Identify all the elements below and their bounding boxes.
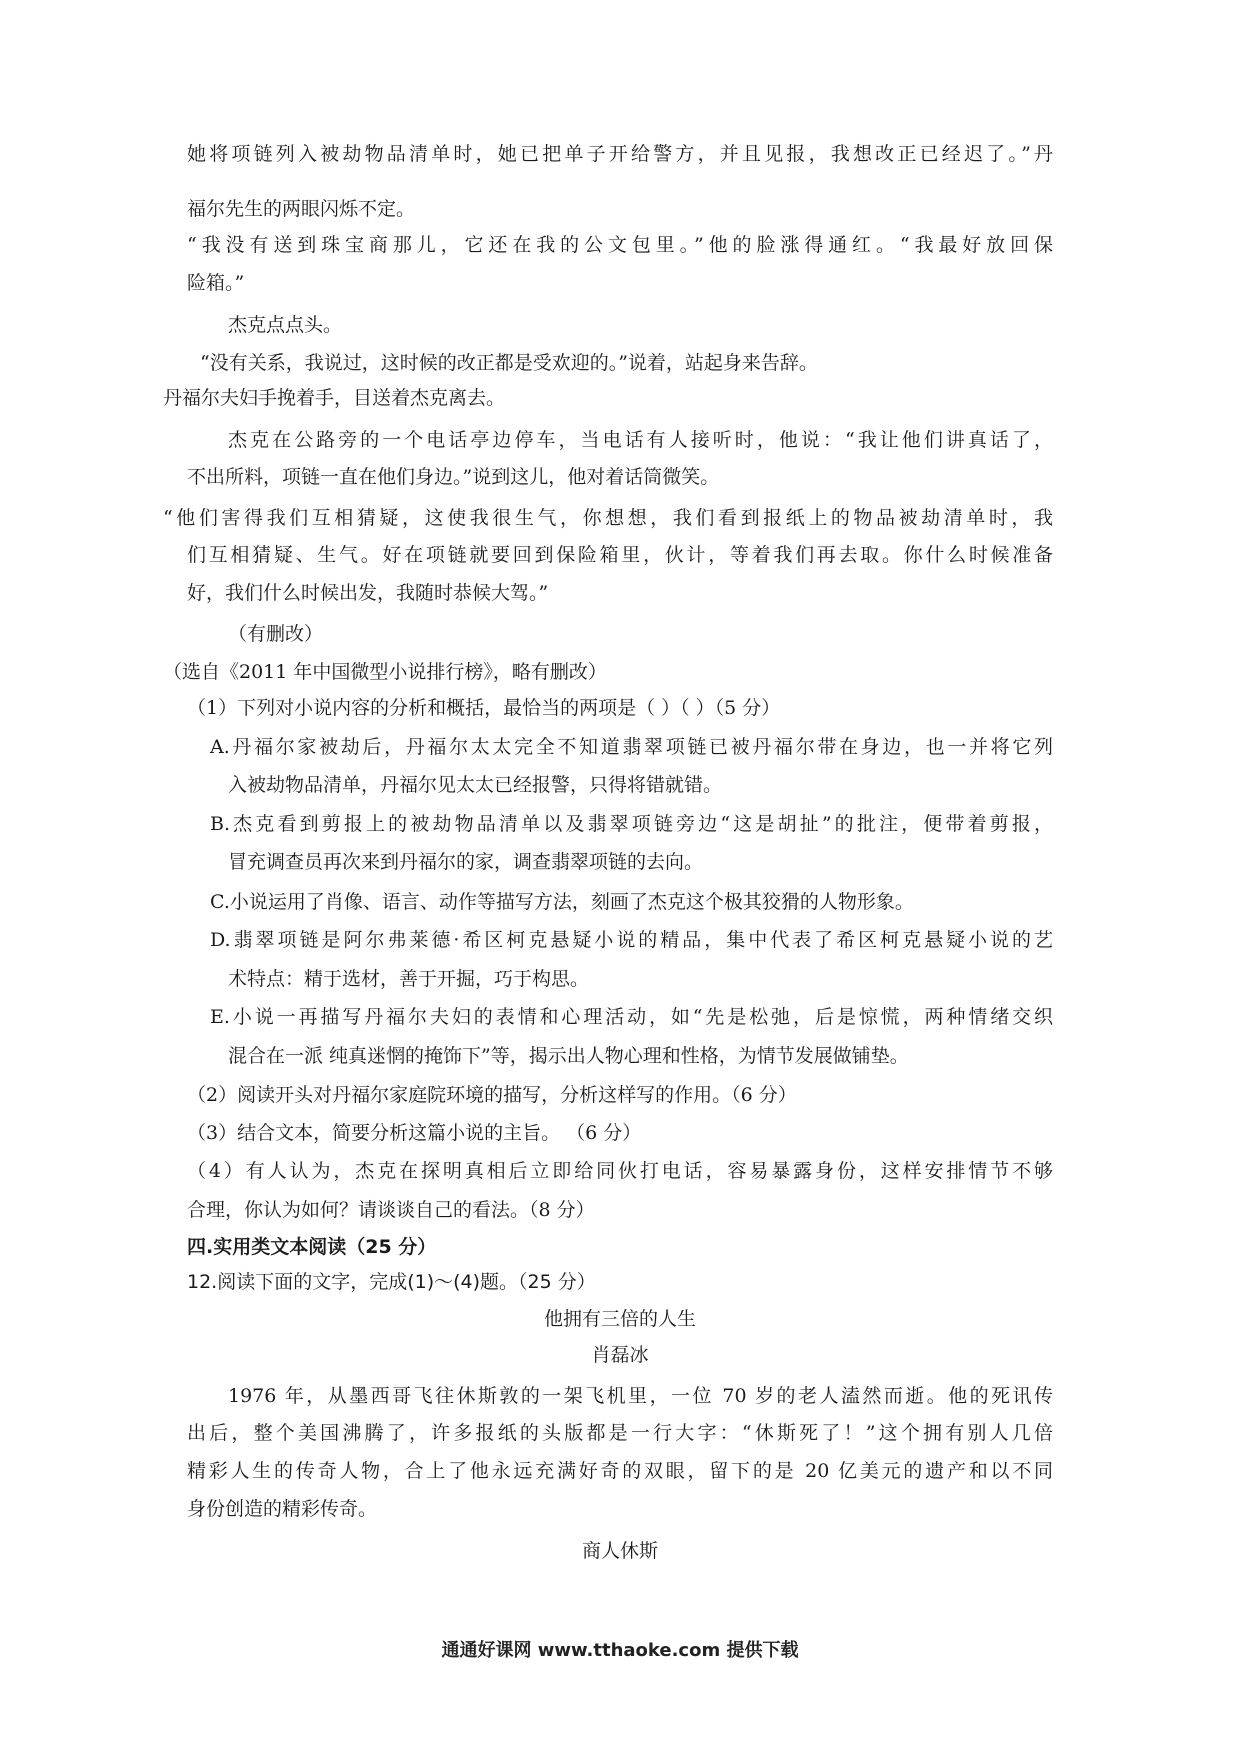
section-instruction: 12.阅读下面的文字，完成(1)～(4)题。（25 分） bbox=[187, 1271, 596, 1293]
question-3: （3）结合文本，简要分析这篇小说的主旨。 （6 分） bbox=[187, 1122, 642, 1144]
section-heading: 四.实用类文本阅读（25 分） bbox=[187, 1236, 437, 1258]
option-d-cont: 术特点：精于选材，善于开掘，巧于构思。 bbox=[228, 968, 590, 990]
article-line: 1976 年，从墨西哥飞往休斯敦的一架飞机里，一位 70 岁的老人溘然而逝。他的死讯传 bbox=[228, 1385, 1053, 1407]
story-source-note: （有删改） bbox=[228, 623, 324, 645]
story-line: 好，我们什么时候出发，我随时恭候大驾。” bbox=[187, 582, 549, 604]
option-a-cont: 入被劫物品清单，丹福尔见太太已经报警，只得将错就错。 bbox=[228, 774, 723, 796]
option-e-cont: 混合在一派 纯真迷惘的掩饰下”等，揭示出人物心理和性格，为情节发展做铺垫。 bbox=[228, 1045, 909, 1067]
story-line: 杰克点点头。 bbox=[228, 314, 343, 336]
option-a: A.丹福尔家被劫后，丹福尔太太完全不知道翡翠项链已被丹福尔带在身边，也一并将它列 bbox=[210, 736, 1053, 758]
story-line: 杰克在公路旁的一个电话亭边停车，当电话有人接听时，他说：“我让他们讲真话了， bbox=[228, 429, 1053, 451]
story-line: 她将项链列入被劫物品清单时，她已把单子开给警方，并且见报，我想改正已经迟了。”丹 bbox=[187, 143, 1053, 165]
story-line: “没有关系，我说过，这时候的改正都是受欢迎的。”说着，站起身来告辞。 bbox=[200, 352, 818, 374]
story-line: “我没有送到珠宝商那儿，它还在我的公文包里。”他的脸涨得通红。“我最好放回保 bbox=[187, 234, 1053, 256]
question-4-cont: 合理，你认为如何？请谈谈自己的看法。（8 分） bbox=[187, 1199, 595, 1221]
story-line: 福尔先生的两眼闪烁不定。 bbox=[187, 198, 416, 220]
article-title: 他拥有三倍的人生 bbox=[543, 1308, 696, 1330]
option-b-cont: 冒充调查员再次来到丹福尔的家，调查翡翠项链的去向。 bbox=[228, 851, 704, 873]
option-e: E.小说一再描写丹福尔夫妇的表情和心理活动，如“先是松弛，后是惊慌，两种情绪交织 bbox=[210, 1006, 1053, 1028]
option-d: D.翡翠项链是阿尔弗莱德·希区柯克悬疑小说的精品，集中代表了希区柯克悬疑小说的艺 bbox=[210, 929, 1053, 951]
question-4: （4）有人认为，杰克在探明真相后立即给同伙打电话，容易暴露身份，这样安排情节不够 bbox=[187, 1160, 1053, 1182]
article-line: 出后，整个美国沸腾了，许多报纸的头版都是一行大字：“休斯死了！”这个拥有别人几倍 bbox=[187, 1422, 1053, 1444]
question-1: （1）下列对小说内容的分析和概括，最恰当的两项是（ ）（ ）（5 分） bbox=[187, 697, 781, 719]
story-line: 险箱。” bbox=[187, 272, 245, 294]
story-source: （选自《2011 年中国微型小说排行榜》，略有删改） bbox=[163, 661, 607, 683]
article-line: 身份创造的精彩传奇。 bbox=[187, 1498, 378, 1520]
article-author: 肖磊冰 bbox=[591, 1344, 649, 1366]
article-line: 精彩人生的传奇人物，合上了他永远充满好奇的双眼，留下的是 20 亿美元的遗产和以不同 bbox=[187, 1460, 1053, 1482]
story-line: 丹福尔夫妇手挽着手，目送着杰克离去。 bbox=[163, 387, 506, 409]
question-2: （2）阅读开头对丹福尔家庭院环境的描写，分析这样写的作用。（6 分） bbox=[187, 1084, 797, 1106]
page-footer: 通通好课网 www.tthaoke.com 提供下载 bbox=[441, 1640, 799, 1661]
story-line: “他们害得我们互相猜疑，这使我很生气，你想想，我们看到报纸上的物品被劫清单时，我 bbox=[163, 507, 1053, 529]
option-b: B.杰克看到剪报上的被劫物品清单以及翡翠项链旁边“这是胡扯”的批注，便带着剪报， bbox=[210, 813, 1053, 835]
option-c: C.小说运用了肖像、语言、动作等描写方法，刻画了杰克这个极其狡猾的人物形象。 bbox=[210, 891, 914, 913]
story-line: 不出所料，项链一直在他们身边。”说到这儿，他对着话筒微笑。 bbox=[187, 466, 720, 488]
story-line: 们互相猜疑、生气。好在项链就要回到保险箱里，伙计，等着我们再去取。你什么时候准备 bbox=[187, 544, 1053, 566]
article-subheading: 商人休斯 bbox=[581, 1540, 658, 1562]
